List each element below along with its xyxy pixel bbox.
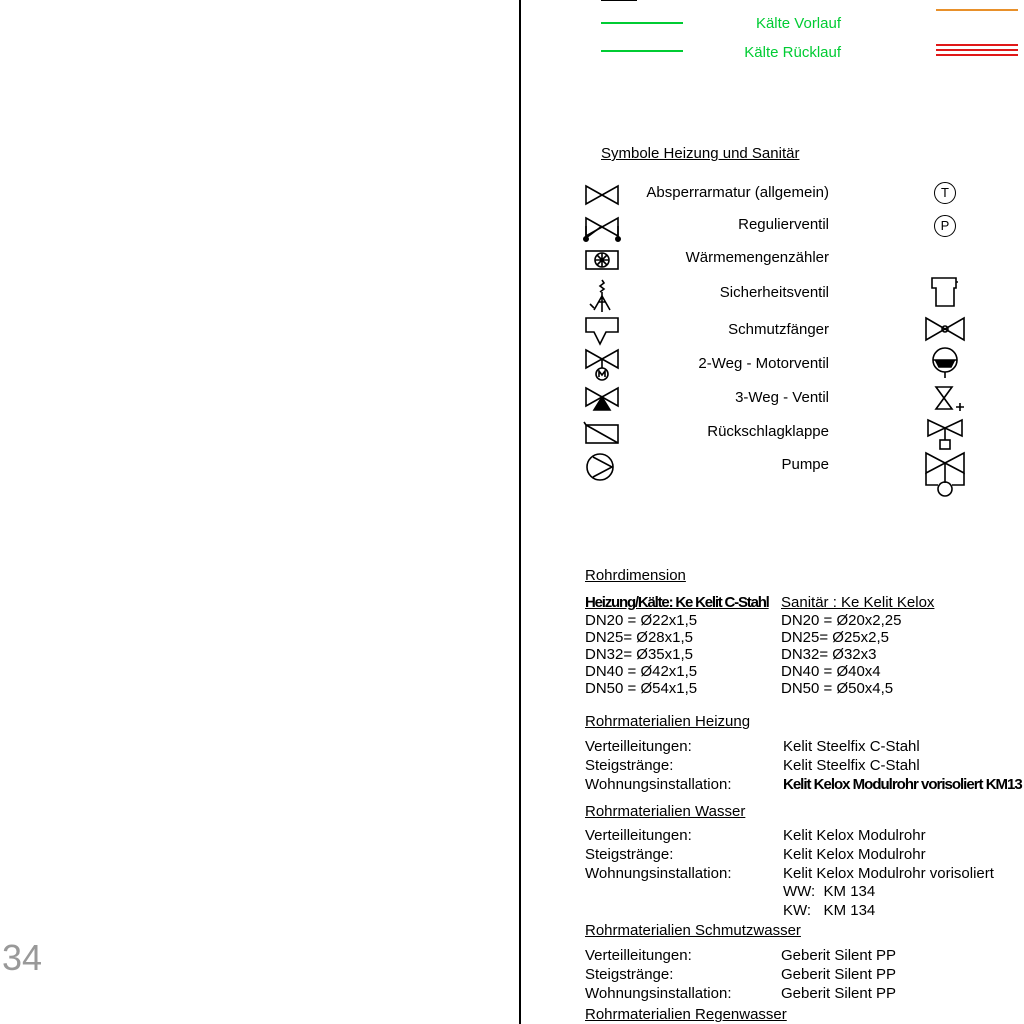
heizung-dn32: DN32= Ø35x1,5 (585, 646, 693, 663)
heat-meter-icon (584, 249, 620, 271)
materials-wasser-title: Rohrmaterialien Wasser (585, 803, 746, 820)
materials-schmutzwasser-title: Rohrmaterialien Schmutzwasser (585, 922, 801, 939)
wasser-val-wohnung: Kelit Kelox Modulrohr vorisoliert (783, 865, 994, 882)
heizung-val-verteil: Kelit Steelfix C-Stahl (783, 738, 920, 755)
safety-valve-icon (590, 278, 616, 314)
cold-return-label: Kälte Rücklauf (744, 44, 841, 61)
warm-return-line-1 (936, 44, 1018, 46)
symbol-label-three-way: 3-Weg - Ventil (735, 389, 829, 406)
page-number: 34 (2, 937, 43, 978)
wasser-val-steig: Kelit Kelox Modulrohr (783, 846, 926, 863)
manometer-icon: P (934, 215, 956, 237)
symbols-title: Symbole Heizung und Sanitär (601, 145, 800, 162)
schmutz-val-wohnung: Geberit Silent PP (781, 985, 897, 1002)
sanitaer-dn50: DN50 = Ø50x4,5 (781, 680, 894, 697)
heizung-dn40: DN40 = Ø42x1,5 (585, 663, 698, 680)
rohrdimension-title: Rohrdimension (585, 567, 686, 584)
heizung-key-steig: Steigstränge: (585, 757, 674, 774)
warm-supply-line (936, 9, 1018, 11)
symbol-label-shutoff: Absperrarmatur (allgemein) (646, 184, 829, 201)
pump-group-icon (924, 451, 966, 499)
cold-supply-label: Kälte Vorlauf (755, 15, 841, 32)
heizung-key-wohnung: Wohnungsinstallation: (585, 776, 732, 793)
materials-regenwasser-title: Rohrmaterialien Regenwasser (585, 1006, 787, 1023)
sanitaer-dn20: DN20 = Ø20x2,25 (781, 612, 902, 629)
symbol-label-check-valve: Rückschlagklappe (707, 423, 829, 440)
symbol-label-heat-meter: Wärmemengenzähler (685, 249, 829, 266)
regulating-valve-icon (584, 216, 620, 242)
sanitaer-dn32: DN32= Ø32x3 (781, 646, 877, 663)
globe-valve-icon (924, 316, 966, 342)
wasser-key-wohnung: Wohnungsinstallation: (585, 865, 732, 882)
wasser-val-verteil: Kelit Kelox Modulrohr (783, 827, 926, 844)
thermometer-icon: T (934, 182, 956, 204)
schmutz-val-verteil: Geberit Silent PP (781, 947, 897, 964)
sanitaer-dimension-header: Sanitär : Ke Kelit Kelox (781, 594, 935, 611)
schmutz-key-verteil: Verteilleitungen: (585, 947, 692, 964)
check-valve-icon (584, 421, 620, 445)
legend-top-line (601, 0, 637, 1)
three-way-valve-icon (584, 386, 620, 414)
symbol-label-motor-valve: 2-Weg - Motorventil (698, 355, 829, 372)
cold-supply-line (601, 22, 683, 24)
schmutz-key-steig: Steigstränge: (585, 966, 674, 983)
warm-return-line-3 (936, 54, 1018, 56)
warm-return-line-2 (936, 49, 1018, 51)
wasser-ww: WW: KM 134 (783, 883, 876, 900)
shutoff-valve-icon (584, 184, 620, 206)
symbol-label-regulating: Regulierventil (738, 216, 829, 233)
motor-valve-icon (584, 348, 620, 382)
heizung-key-verteil: Verteilleitungen: (585, 738, 692, 755)
wasser-kw: KW: KM 134 (783, 902, 876, 919)
heizung-dn50: DN50 = Ø54x1,5 (585, 680, 698, 697)
heizung-dn25: DN25= Ø28x1,5 (585, 629, 693, 646)
sanitaer-dn40: DN40 = Ø40x4 (781, 663, 881, 680)
vent-pot-icon (930, 276, 960, 310)
materials-heizung-title: Rohrmaterialien Heizung (585, 713, 751, 730)
heizung-dn20: DN20 = Ø22x1,5 (585, 612, 698, 629)
cold-return-line (601, 50, 683, 52)
heizung-val-steig: Kelit Steelfix C-Stahl (783, 757, 920, 774)
symbol-label-pump: Pumpe (781, 456, 829, 473)
heizung-val-wohnung: Kelit Kelox Modulrohr vorisoliert KM13 (783, 776, 1022, 793)
schmutz-key-wohnung: Wohnungsinstallation: (585, 985, 732, 1002)
symbol-label-safety: Sicherheitsventil (719, 284, 829, 301)
pump-icon (585, 452, 617, 482)
pressure-reducer-icon (926, 418, 964, 452)
wasser-key-verteil: Verteilleitungen: (585, 827, 692, 844)
heizung-dimension-header: Heizung/Kälte: Ke Kelit C-Stahl (585, 594, 769, 611)
expansion-vessel-icon (930, 347, 960, 379)
drain-valve-icon (934, 385, 966, 415)
wasser-key-steig: Steigstränge: (585, 846, 674, 863)
schmutz-val-steig: Geberit Silent PP (781, 966, 897, 983)
page-divider (519, 0, 521, 1024)
symbol-label-strainer: Schmutzfänger (728, 321, 829, 338)
sanitaer-dn25: DN25= Ø25x2,5 (781, 629, 889, 646)
strainer-icon (584, 316, 620, 346)
